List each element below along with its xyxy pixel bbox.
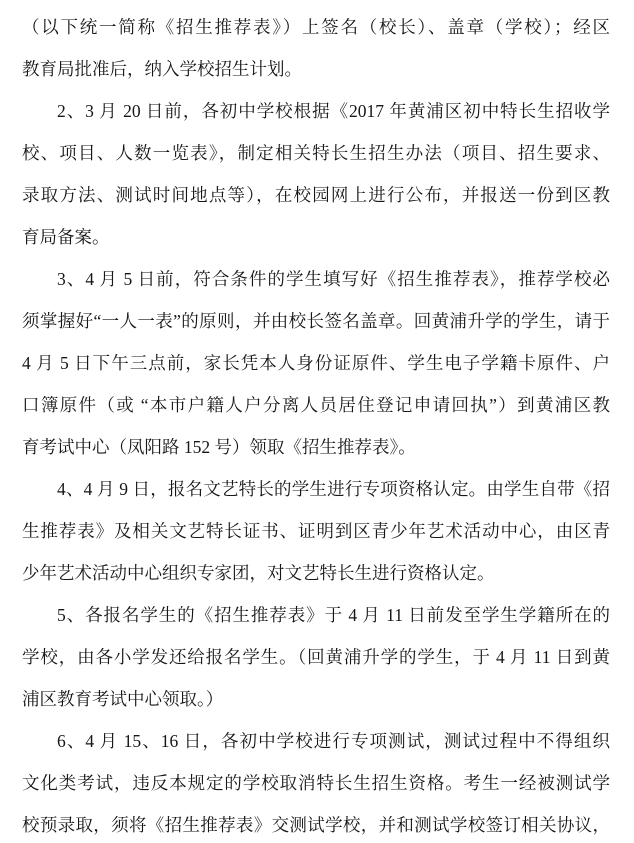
text-line-2: 教育局批准后，纳入学校招生计划。 <box>22 59 302 79</box>
document-text-block <box>22 6 610 843</box>
text-line-17: 浦区教育考试中心领取。） <box>22 689 224 709</box>
text-line-1: （以下统一简称《招生推荐表》）上签名（校长）、盖章（学校）；经区 <box>22 17 610 37</box>
text-line-9: 4 月 5 日下午三点前，家长凭本人身份证原件、学生电子学籍卡原件、户 <box>22 353 610 373</box>
text-line-6: 育局备案。 <box>22 227 110 247</box>
text-line-10: 口簿原件（或 “本市户籍人户分离人员居住登记申请回执”）到黄浦区教 <box>22 395 610 415</box>
text-line-12: 4、4 月 9 日，报名文艺特长的学生进行专项资格认定。由学生自带《招 <box>57 479 610 499</box>
text-line-13: 生推荐表》及相关文艺特长证书、证明到区青少年艺术活动中心，由区青 <box>22 521 610 541</box>
text-line-14: 少年艺术活动中心组织专家团，对文艺特长生进行资格认定。 <box>22 563 495 583</box>
text-line-4: 校、项目、人数一览表》，制定相关特长生招生办法（项目、招生要求、 <box>22 143 610 163</box>
text-line-8: 须掌握好“一人一表”的原则，并由校长签名盖章。回黄浦升学的学生，请于 <box>22 311 610 331</box>
text-line-3: 2、3 月 20 日前，各初中学校根据《2017 年黄浦区初中特长生招收学 <box>57 101 610 121</box>
text-line-20: 校预录取，须将《招生推荐表》交测试学校，并和测试学校签订相关协议， <box>22 815 610 835</box>
text-line-16: 学校，由各小学发还给报名学生。（回黄浦升学的学生，于 4 月 11 日到黄 <box>22 647 610 667</box>
text-line-11: 育考试中心（凤阳路 152 号）领取《招生推荐表》。 <box>22 437 416 457</box>
text-line-19: 文化类考试，违反本规定的学校取消特长生招生资格。考生一经被测试学 <box>22 773 610 793</box>
text-line-7: 3、4 月 5 日前，符合条件的学生填写好《招生推荐表》，推荐学校必 <box>57 269 610 289</box>
text-line-18: 6、4 月 15、16 日，各初中学校进行专项测试，测试过程中不得组织 <box>57 731 610 751</box>
text-line-15: 5、各报名学生的《招生推荐表》于 4 月 11 日前发至学生学籍所在的 <box>57 605 610 625</box>
text-line-5: 录取方法、测试时间地点等），在校园网上进行公布，并报送一份到区教 <box>22 185 610 205</box>
